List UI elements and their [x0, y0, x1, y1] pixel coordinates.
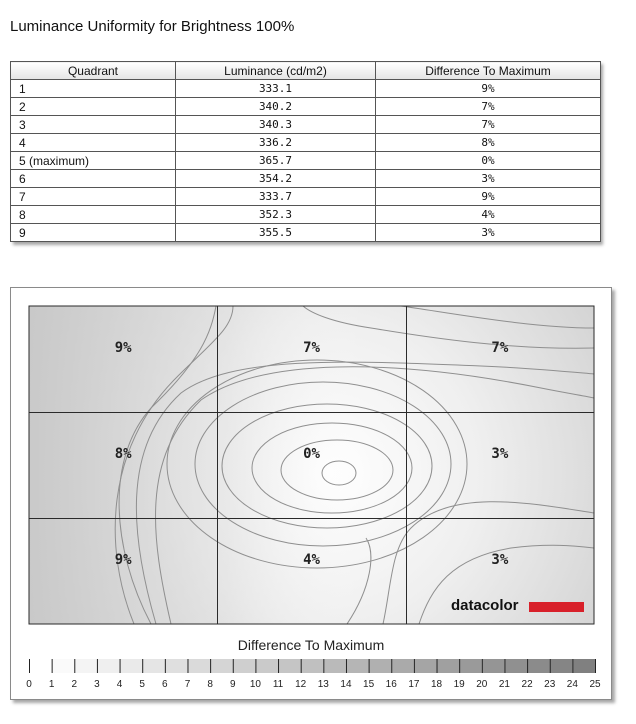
cell-quadrant: 6	[11, 170, 176, 188]
cell-quadrant: 8	[11, 206, 176, 224]
table-row	[11, 98, 601, 116]
table-row	[11, 224, 601, 242]
scale-swatch	[459, 659, 482, 673]
cell-difference: 4%	[376, 206, 601, 224]
table-header-row	[11, 62, 601, 80]
quadrant-label: 4%	[303, 552, 320, 568]
cell-difference: 9%	[376, 80, 601, 98]
scale-swatch	[233, 659, 256, 673]
scale-swatch	[165, 659, 188, 673]
heatmap-area	[29, 306, 594, 624]
scale-swatch	[120, 659, 143, 673]
cell-luminance: 336.2	[176, 134, 376, 152]
scale-swatch	[323, 659, 346, 673]
cell-difference: 3%	[376, 170, 601, 188]
cell-luminance: 340.2	[176, 98, 376, 116]
cell-quadrant: 1	[11, 80, 176, 98]
scale-swatch	[74, 659, 97, 673]
quadrant-label: 7%	[303, 340, 320, 356]
cell-quadrant: 4	[11, 134, 176, 152]
cell-difference: 3%	[376, 224, 601, 242]
quadrant-label: 3%	[491, 552, 509, 568]
luminance-table-container	[10, 61, 600, 242]
cell-quadrant: 5 (maximum)	[11, 152, 176, 170]
logo-wordmark: datacolor	[451, 597, 519, 614]
table-row	[11, 152, 601, 170]
scale-swatch	[414, 659, 437, 673]
cell-quadrant: 9	[11, 224, 176, 242]
scale-swatch	[527, 659, 550, 673]
cell-quadrant: 2	[11, 98, 176, 116]
cell-luminance: 333.7	[176, 188, 376, 206]
cell-luminance: 340.3	[176, 116, 376, 134]
quadrant-label: 9%	[114, 340, 132, 356]
cell-quadrant: 7	[11, 188, 176, 206]
scale-tick-label: 21	[498, 679, 511, 690]
scale-tick-label: 16	[385, 679, 397, 690]
scale-tick-label: 4	[116, 679, 123, 690]
table-row	[11, 170, 601, 188]
luminance-table	[10, 61, 601, 242]
quadrant-label: 7%	[491, 340, 509, 356]
scale-title: Difference To Maximum	[237, 637, 385, 653]
scale-tick-label: 10	[249, 679, 261, 690]
scale-tick-label: 11	[272, 679, 284, 690]
scale-swatch	[29, 659, 52, 673]
cell-quadrant: 3	[11, 116, 176, 134]
cell-luminance: 352.3	[176, 206, 376, 224]
scale-tick-label: 7	[184, 679, 191, 690]
scale-tick-label: 19	[453, 679, 465, 690]
scale-swatch	[187, 659, 210, 673]
table-row	[11, 134, 601, 152]
scale-swatch	[482, 659, 505, 673]
quadrant-label: 3%	[491, 446, 509, 462]
cell-luminance: 355.5	[176, 224, 376, 242]
scale-swatch	[97, 659, 120, 673]
uniformity-chart	[11, 288, 611, 699]
scale-tick-label: 17	[408, 679, 420, 690]
cell-luminance: 333.1	[176, 80, 376, 98]
scale-tick-label: 1	[48, 679, 55, 690]
scale-tick-label: 13	[317, 679, 329, 690]
cell-luminance: 354.2	[176, 170, 376, 188]
column-header-difference: Difference To Maximum	[376, 62, 601, 80]
scale-tick-label: 15	[363, 679, 375, 690]
quadrant-label: 9%	[114, 552, 132, 568]
scale-swatch	[52, 659, 75, 673]
scale-swatch	[572, 659, 595, 673]
scale-tick-label: 22	[521, 679, 533, 690]
page-title: Luminance Uniformity for Brightness 100%	[10, 18, 295, 35]
cell-difference: 7%	[376, 116, 601, 134]
scale-tick-label: 25	[589, 679, 601, 690]
column-header-luminance: Luminance (cd/m2)	[176, 62, 376, 80]
scale-tick-label: 24	[566, 679, 578, 690]
scale-swatch	[391, 659, 414, 673]
scale-tick-label: 14	[340, 679, 352, 690]
table-row	[11, 206, 601, 224]
scale-tick-label: 2	[71, 679, 78, 690]
scale-tick-label: 18	[430, 679, 443, 690]
cell-difference: 0%	[376, 152, 601, 170]
scale-tick-label: 3	[94, 679, 100, 690]
scale-swatch	[550, 659, 573, 673]
scale-tick-label: 8	[207, 679, 213, 690]
cell-difference: 9%	[376, 188, 601, 206]
scale-swatch	[346, 659, 369, 673]
scale-tick-label: 0	[26, 679, 32, 690]
scale-swatch	[142, 659, 165, 673]
logo-accent-bar	[529, 602, 584, 612]
scale-tick-label: 9	[229, 679, 236, 690]
scale-swatch	[301, 659, 324, 673]
table-row	[11, 80, 601, 98]
scale-tick-label: 5	[139, 679, 145, 690]
scale-swatch	[369, 659, 392, 673]
table-row	[11, 188, 601, 206]
cell-difference: 8%	[376, 134, 601, 152]
cell-luminance: 365.7	[176, 152, 376, 170]
scale-tick-label: 20	[476, 679, 488, 690]
quadrant-label: 0%	[303, 446, 320, 462]
column-header-quadrant: Quadrant	[11, 62, 176, 80]
scale-swatch	[278, 659, 301, 673]
scale-tick-label: 12	[295, 679, 307, 690]
scale-tick-label: 6	[162, 679, 168, 690]
quadrant-label: 8%	[114, 446, 132, 462]
table-row	[11, 116, 601, 134]
color-scale-bar	[29, 659, 595, 673]
scale-swatch	[504, 659, 527, 673]
scale-tick-label: 23	[544, 679, 556, 690]
scale-swatch	[210, 659, 233, 673]
scale-swatch	[437, 659, 460, 673]
uniformity-chart-panel	[10, 287, 612, 700]
cell-difference: 7%	[376, 98, 601, 116]
scale-swatch	[255, 659, 278, 673]
